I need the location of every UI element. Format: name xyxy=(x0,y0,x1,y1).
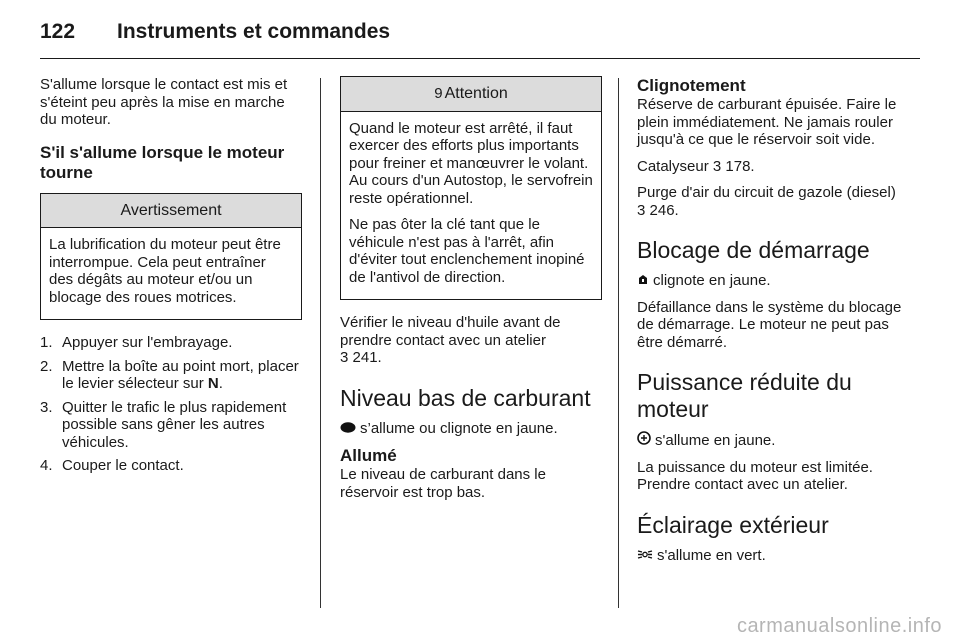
low-fuel-status: s’allume ou clignote en jaune. xyxy=(340,420,602,438)
immobilizer-icon xyxy=(637,272,649,290)
warning-box xyxy=(40,193,302,321)
warning-triangle-icon: 9 xyxy=(434,85,443,102)
column-1 xyxy=(40,76,302,481)
column-2 xyxy=(340,66,602,510)
lit-text: Le niveau de carburant dans le réservoir est trop bas. xyxy=(340,466,546,501)
immobilizer-heading: Blocage de démarrage xyxy=(637,237,870,263)
fuel-warning-icon xyxy=(340,420,356,438)
page-reference: 3 241. xyxy=(340,349,382,366)
blink-text: Réserve de carburant épuisée. Faire le plein immédiatement. Ne jamais rouler jusqu'à ce que le réservoir soit vide. xyxy=(637,96,897,148)
steps-list xyxy=(40,334,302,475)
reduced-power-text: La puissance du moteur est limitée. Prendre contact avec un atelier. xyxy=(637,458,873,493)
purge-reference: Purge d'air du circuit de gazole (diesel) 3 246. xyxy=(637,184,896,219)
header-rule xyxy=(40,58,920,59)
column-3 xyxy=(637,76,905,573)
column-divider xyxy=(618,78,619,608)
intro-paragraph: S'allume lorsque le contact est mis et s'éteint peu après la mise en marche du moteur. xyxy=(40,76,288,128)
attention-box xyxy=(340,76,602,300)
exterior-light-heading: Éclairage extérieur xyxy=(637,511,829,538)
exterior-light-icon xyxy=(637,547,653,565)
catalyst-reference: Catalyseur 3 178. xyxy=(637,157,755,175)
reduced-power-status: s'allume en jaune. xyxy=(637,431,905,450)
list-item: 3. Quitter le trafic le plus rapidement possible sans gêner les autres véhicules. xyxy=(40,398,287,451)
engine-power-icon xyxy=(637,431,651,450)
list-item: 4. Couper le contact. xyxy=(40,457,184,474)
list-item: 2. Mettre la boîte au point mort, placer le levier sélecteur sur N. xyxy=(40,357,299,392)
watermark: carmanualsonline.info xyxy=(736,615,942,637)
section-heading: S'il s'allume lorsque le moteur tourne xyxy=(40,142,285,182)
warning-box-title: Avertissement xyxy=(41,194,301,229)
immobilizer-status: clignote en jaune. xyxy=(637,272,905,290)
list-item: 1. Appuyer sur l'embrayage. xyxy=(40,334,233,351)
exterior-light-status: s'allume en vert. xyxy=(637,547,905,565)
attention-text-1: Quand le moteur est arrêté, il faut exercer des efforts plus importants pour freiner et manœuvrer le volant. Au cours d'un Autostop, le servofrein reste opérationnel. xyxy=(349,119,593,207)
page-number: 122 xyxy=(40,20,76,43)
lit-heading: Allumé xyxy=(340,446,397,465)
reduced-power-heading: Puissance réduite du moteur xyxy=(637,369,852,422)
attention-box-title: 9 Attention xyxy=(341,77,601,112)
column-divider xyxy=(320,78,321,608)
immobilizer-text: Défaillance dans le système du blocage de démarrage. Le moteur ne peut pas être démarré. xyxy=(637,298,902,351)
low-fuel-heading: Niveau bas de carburant xyxy=(340,384,591,411)
warning-box-text: La lubrification du moteur peut être interrompue. Cela peut entraîner des dégâts au moteur et/ou un blocage des roues motrices. xyxy=(49,236,281,306)
blink-heading: Clignotement xyxy=(637,76,746,95)
page-title: Instruments et commandes xyxy=(117,20,391,43)
page-header xyxy=(40,18,920,60)
check-oil-paragraph: Vérifier le niveau d'huile avant de prendre contact avec un atelier 3 241. xyxy=(340,314,561,366)
attention-text-2: Ne pas ôter la clé tant que le véhicule n'est pas à l'arrêt, afin d'éviter tout enclenchement inopiné de l'antivol de direction. xyxy=(349,216,585,286)
